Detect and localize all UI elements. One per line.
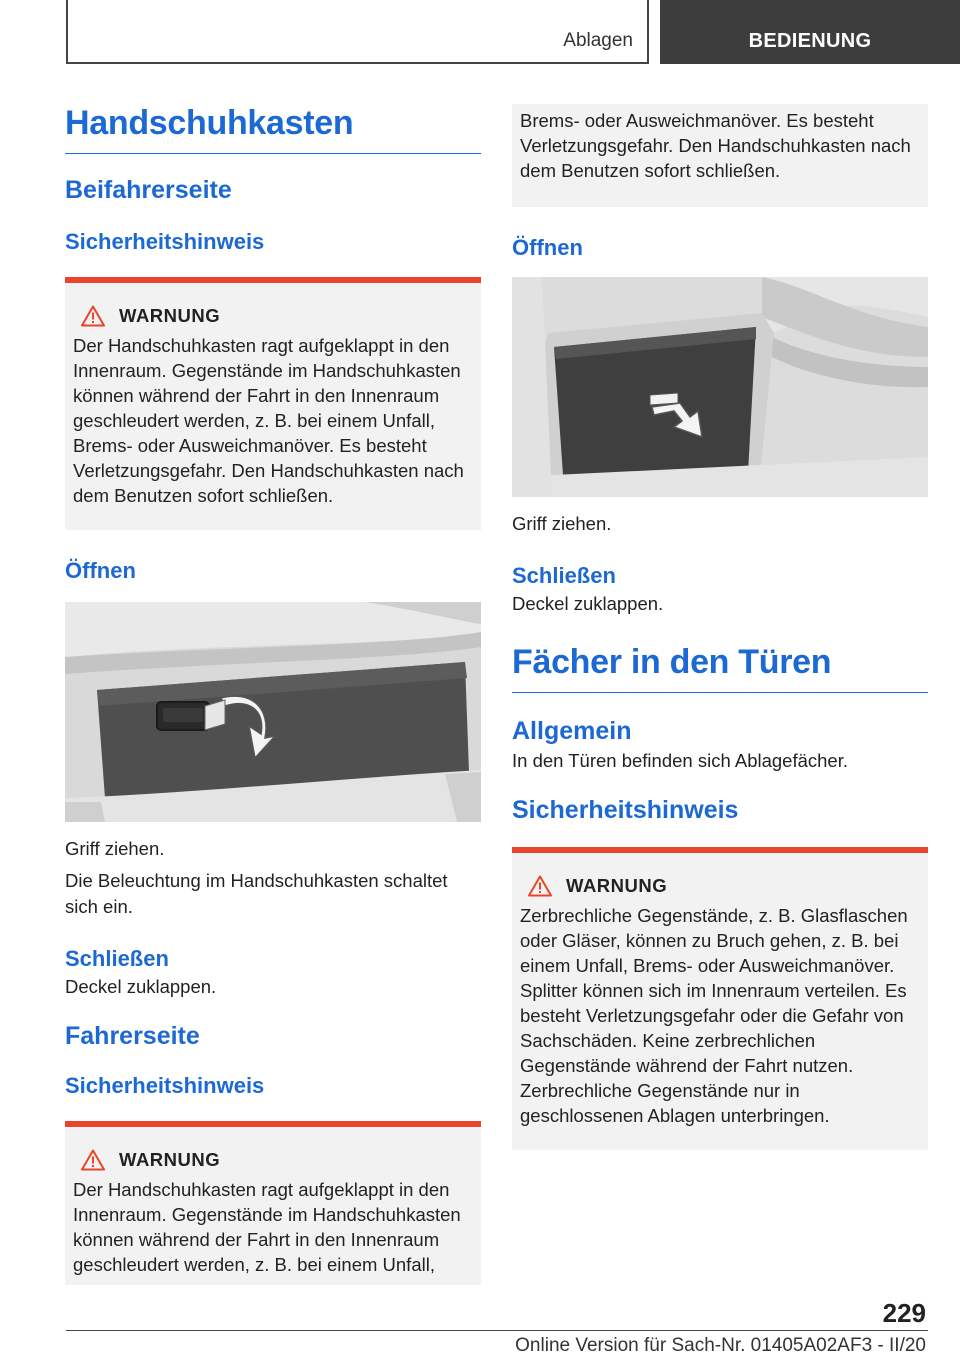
header-chapter-label: BEDIENUNG — [660, 0, 960, 64]
warning-text-1: Der Handschuhkasten ragt aufgeklappt in den Innenraum. Gegenstände im Handschuhkasten können während der Fahrt in den Innenraum geschleudert werden, z. B. bei einem Unfall, Brems- oder Ausweichmanöver. Es besteht Verletzungsgefahr. Den Handschuhkasten nach dem Benutzen sofort schließen. — [73, 335, 464, 507]
open-step-1: Griff ziehen. — [65, 838, 165, 860]
heading-close-driver: Schließen — [512, 563, 616, 588]
warning-text-2-continued: Brems- oder Ausweichmanöver. Es besteht Verletzungsgefahr. Den Handschuhkasten nach dem Benutzen sofort schließen. — [520, 110, 911, 181]
warning-label-1: WARNUNG — [119, 305, 221, 327]
heading-safety-note-2: Sicherheitshinweis — [65, 1073, 265, 1099]
title-door-pockets: Fächer in den Türen — [512, 643, 832, 681]
door-title-rule — [512, 692, 928, 693]
title-rule — [65, 153, 481, 154]
footer-online-version: Online Version für Sach-Nr. 01405A02AF3 - II/20 — [515, 1335, 926, 1356]
heading-open-driver: Öffnen — [512, 235, 583, 260]
footer-rule — [66, 1330, 928, 1331]
general-text: In den Türen befinden sich Ablagefächer. — [512, 750, 848, 772]
page-title-glovebox: Handschuhkasten — [65, 104, 354, 142]
header-section-label: Ablagen — [563, 30, 633, 51]
open-step-driver: Griff ziehen. — [512, 513, 612, 534]
page-number: 229 — [882, 1298, 926, 1328]
warning-triangle-icon — [81, 305, 105, 327]
warning-label-2: WARNUNG — [119, 1149, 221, 1171]
close-text-passenger: Deckel zuklappen. — [65, 976, 217, 998]
warning-box-2-continued — [512, 104, 928, 207]
glovebox-driver-photo — [512, 277, 928, 497]
heading-passenger-side: Beifahrerseite — [65, 176, 232, 205]
heading-safety-note-1: Sicherheitshinweis — [65, 229, 265, 255]
close-text-driver: Deckel zuklappen. — [512, 593, 664, 614]
left-column — [65, 100, 481, 1285]
warning-head-2 — [73, 1149, 471, 1171]
warning-box-2 — [65, 1121, 481, 1285]
warning-label-3: WARNUNG — [566, 875, 668, 897]
heading-general: Allgemein — [512, 717, 632, 746]
warning-box-3 — [512, 847, 928, 1150]
warning-head-3 — [520, 875, 918, 897]
header-section-box — [66, 0, 649, 64]
heading-open-passenger: Öffnen — [65, 558, 136, 584]
glovebox-passenger-photo — [65, 602, 481, 822]
warning-text-2: Der Handschuhkasten ragt aufgeklappt in den Innenraum. Gegenstände im Handschuhkasten können während der Fahrt in den Innenraum geschleudert werden, z. B. bei einem Unfall, — [73, 1179, 461, 1276]
heading-close-passenger: Schließen — [65, 946, 169, 972]
right-column — [512, 104, 928, 1150]
heading-safety-note-3: Sicherheitshinweis — [512, 796, 739, 825]
warning-box-1 — [65, 277, 481, 530]
heading-driver-side: Fahrerseite — [65, 1022, 200, 1051]
warning-text-3: Zerbrechliche Gegenstände, z. B. Glasflaschen oder Gläser, können zu Bruch gehen, z. B. bei einem Unfall, Brems- oder Ausweichmanöver. Splitter können sich im Innenraum verteilen. Es besteht Verletzungsgefahr oder die Gefahr von Sachschäden. Keine zerbrechlichen Gegenstände während der Fahrt nutzen. Zerbrechliche Gegenstände nur in geschlossenen Ablagen unterbringen. — [520, 905, 908, 1127]
warning-triangle-icon — [81, 1149, 105, 1171]
warning-head-1 — [73, 305, 471, 327]
open-step-2: Die Beleuchtung im Handschuhkasten schaltet sich ein. — [65, 870, 448, 918]
warning-triangle-icon — [528, 875, 552, 897]
